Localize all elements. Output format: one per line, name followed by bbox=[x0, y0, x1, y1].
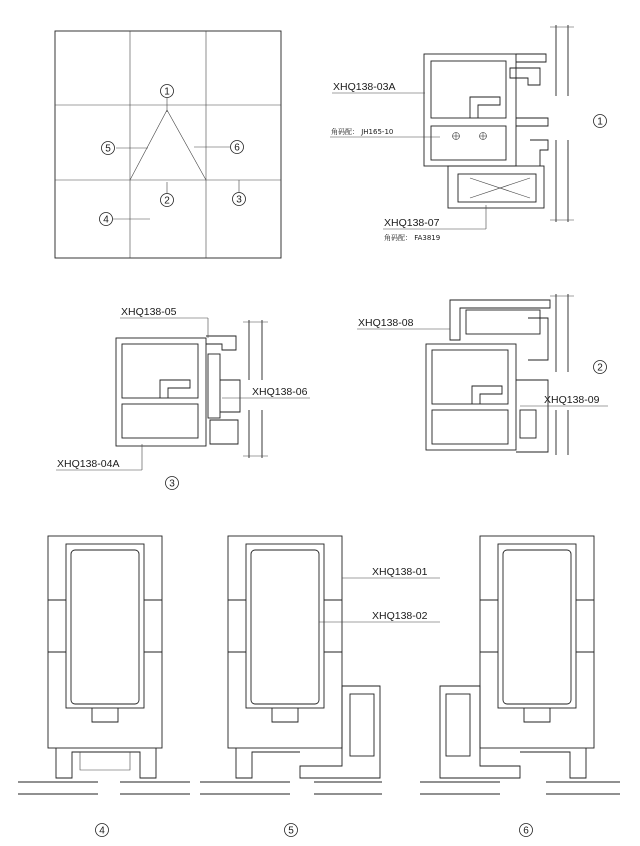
label-xhq138-05: XHQ138-05 bbox=[121, 306, 177, 318]
corner-cleat-note-2: 角码配： FA3819 bbox=[384, 234, 441, 242]
glass-panel bbox=[550, 25, 574, 222]
section-callout-6 bbox=[520, 824, 533, 837]
vent-opening-symbol bbox=[130, 110, 206, 180]
svg-text:6: 6 bbox=[234, 142, 240, 154]
mullion-section-4 bbox=[18, 536, 190, 837]
svg-text:4: 4 bbox=[103, 214, 109, 226]
label-xhq138-01: XHQ138-01 bbox=[372, 566, 428, 578]
profile-xhq138-07 bbox=[448, 140, 548, 208]
detail-callout-3 bbox=[166, 477, 179, 490]
svg-text:3: 3 bbox=[169, 478, 175, 490]
svg-text:2: 2 bbox=[164, 195, 170, 207]
svg-text:3: 3 bbox=[236, 194, 242, 206]
elevation-diagram bbox=[55, 31, 281, 258]
svg-text:6: 6 bbox=[523, 825, 529, 837]
profile-xhq138-03a bbox=[424, 54, 548, 166]
svg-text:4: 4 bbox=[99, 825, 105, 837]
label-xhq138-03a: XHQ138-03A bbox=[333, 81, 396, 93]
profile-xhq138-05 bbox=[116, 336, 236, 446]
svg-text:2: 2 bbox=[597, 362, 603, 374]
profile-xhq138-08 bbox=[450, 300, 550, 360]
elevation-marker-3 bbox=[233, 193, 246, 206]
section-detail-2 bbox=[357, 294, 608, 455]
elevation-marker-6 bbox=[231, 141, 244, 154]
svg-text:5: 5 bbox=[288, 825, 294, 837]
mullion-section-5 bbox=[200, 536, 440, 837]
elevation-frame bbox=[55, 31, 281, 258]
mullion-section-6 bbox=[420, 536, 620, 837]
elevation-marker-1 bbox=[161, 85, 174, 98]
svg-text:1: 1 bbox=[597, 116, 603, 128]
svg-text:1: 1 bbox=[164, 86, 170, 98]
section-callout-5 bbox=[285, 824, 298, 837]
section-detail-3 bbox=[56, 306, 310, 490]
label-xhq138-07: XHQ138-07 bbox=[384, 217, 440, 229]
elevation-marker-4 bbox=[100, 213, 113, 226]
label-xhq138-04a: XHQ138-04A bbox=[57, 458, 120, 470]
corner-cleat-note-1: 角码配： JH165-10 bbox=[331, 128, 394, 136]
glass-panel bbox=[550, 294, 574, 455]
label-xhq138-02: XHQ138-02 bbox=[372, 610, 428, 622]
elevation-marker-2 bbox=[161, 194, 174, 207]
profile-xhq138-06 bbox=[210, 380, 240, 444]
section-detail-1 bbox=[330, 25, 607, 242]
svg-text:5: 5 bbox=[105, 143, 111, 155]
detail-callout-1 bbox=[594, 115, 607, 128]
elevation-marker-5 bbox=[102, 142, 115, 155]
section-callout-4 bbox=[96, 824, 109, 837]
detail-callout-2 bbox=[594, 361, 607, 374]
label-xhq138-06: XHQ138-06 bbox=[252, 386, 308, 398]
label-xhq138-08: XHQ138-08 bbox=[358, 317, 414, 329]
label-xhq138-09: XHQ138-09 bbox=[544, 394, 600, 406]
